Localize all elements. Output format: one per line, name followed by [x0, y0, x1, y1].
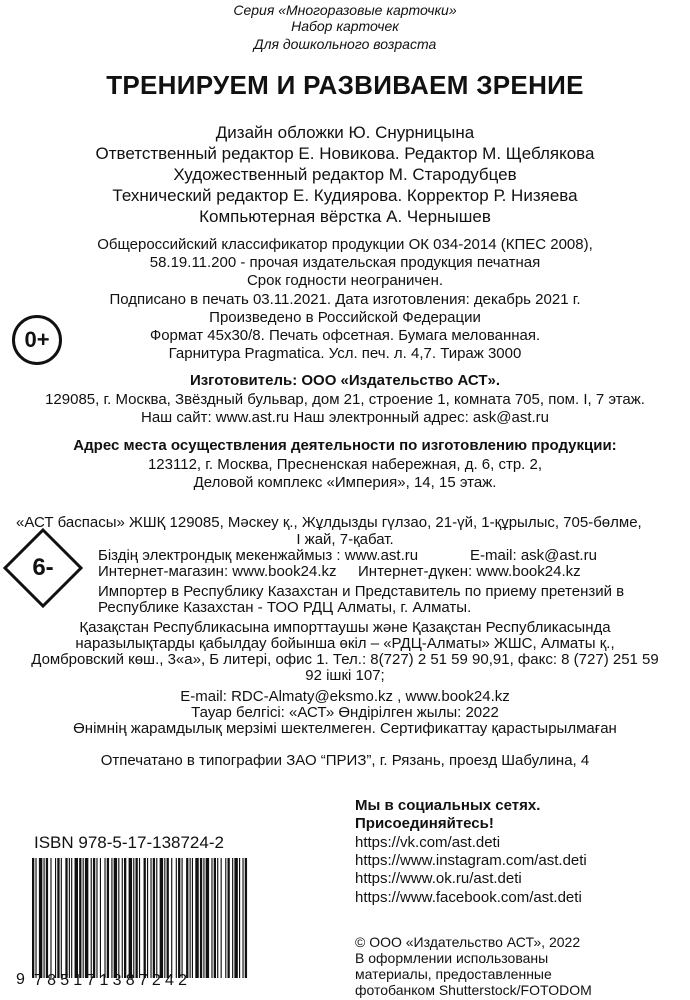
barcode-image	[30, 858, 250, 978]
barcode-bar	[195, 858, 198, 978]
classification-line1: Общероссийский классификатор продукции ОК 034-2014 (КПЕС 2008),	[97, 236, 593, 253]
kz-shop-ru: Интернет-магазин: www.book24.kz	[98, 563, 337, 580]
social-link-vk[interactable]: https://vk.com/ast.deti	[355, 834, 501, 851]
kz-age-rating-badge	[2, 527, 84, 609]
barcode-bar	[150, 858, 151, 978]
kz-email-kz: Біздің электрондық мекенжаймыз : www.ast.ru	[98, 547, 419, 564]
barcode-bar	[203, 858, 204, 978]
kz-shop-kz: Интернет-дүкен: www.book24.kz	[358, 563, 581, 580]
barcode-bar	[245, 858, 247, 978]
barcode-bar	[93, 858, 95, 978]
typeface-line: Гарнитура Pragmatica. Усл. печ. л. 4,7. Тираж 3000	[168, 345, 522, 362]
barcode-digits: 785171387242	[34, 972, 192, 989]
barcode-bar	[221, 858, 222, 978]
social-heading2: Присоединяйтесь!	[355, 815, 494, 832]
barcode-bar	[176, 858, 177, 978]
age-rating-badge: 0+	[12, 315, 62, 365]
made-in-line: Произведено в Российской Федерации	[209, 309, 481, 326]
kz-line1: «АСТ баспасы» ЖШҚ 129085, Мәскеу қ., Жұлдызды гүлзао, 21-үй, 1-құрылыс, 705-бөлме,	[16, 514, 642, 531]
barcode-bar	[239, 858, 240, 978]
barcode-bar	[111, 858, 112, 978]
social-link-instagram[interactable]: https://www.instagram.com/ast.deti	[355, 852, 587, 869]
kz-trademark: Тауар белгісі: «АСТ» Өндірілген жылы: 2022	[191, 704, 499, 721]
manufacturer-heading: Изготовитель: ООО «Издательство АСТ».	[189, 372, 501, 389]
manufacturer-address: 129085, г. Москва, Звёздный бульвар, дом 21, строение 1, комната 705, пом. I, 7 этаж.	[45, 391, 645, 408]
kz-kz4: 92 ішкі 107;	[305, 667, 385, 684]
barcode-bar	[136, 858, 138, 978]
barcode-bar	[55, 858, 56, 978]
kz-age-rating-text: 6-	[32, 554, 54, 581]
kz-kz2: наразылықтарды қабылдау бойынша өкіл – «РДЦ-Алматы» ЖШС, Алматы қ.,	[75, 635, 615, 652]
age-line: Для дошкольного возраста	[253, 36, 437, 52]
social-link-ok[interactable]: https://www.ok.ru/ast.deti	[355, 870, 522, 887]
barcode-bar	[225, 858, 226, 978]
barcode-bar	[160, 858, 163, 978]
barcode-bar	[114, 858, 117, 978]
classification-line3: Срок годности неограничен.	[246, 272, 444, 289]
copyright-line1: © ООО «Издательство АСТ», 2022	[355, 934, 581, 950]
barcode-left-digit: 9	[16, 971, 25, 988]
copyright-line4: фотобанком Shutterstock/FOTODOM	[355, 982, 592, 998]
barcode-bar	[232, 858, 233, 978]
barcode-bar	[242, 858, 243, 978]
barcode-bar	[217, 858, 218, 978]
barcode-bar	[153, 858, 155, 978]
production-line2: Деловой комплекс «Империя», 14, 15 этаж.	[193, 474, 497, 491]
barcode-bar	[178, 858, 180, 978]
barcode-bar	[156, 858, 157, 978]
series-line: Серия «Многоразовые карточки»	[233, 2, 457, 18]
printer-line: Отпечатано в типографии ЗАО “ПРИЗ”, г. Рязань, проезд Шабулина, 4	[100, 752, 590, 769]
barcode-bar	[171, 858, 172, 978]
barcode-bar	[167, 858, 169, 978]
barcode-bar	[44, 858, 45, 978]
barcode-bar	[35, 858, 36, 978]
kz-importer2: Республике Казахстан - ТОО РДЦ Алматы, г. Алматы.	[98, 599, 472, 616]
barcode-bar	[39, 858, 42, 978]
barcode-bar	[182, 858, 183, 978]
kz-kz3: Домбровский көш., 3«а», Б литері, офис 1. Тел.: 8(727) 2 51 59 90,91, факс: 8 (727) 251 59	[31, 651, 659, 668]
book-title: ТРЕНИРУЕМ И РАЗВИВАЕМ ЗРЕНИЕ	[106, 70, 584, 100]
kz-email2: E-mail: RDC-Almaty@eksmo.kz , www.book24.kz	[180, 688, 510, 705]
barcode-bar	[190, 858, 191, 978]
barcode-bar	[75, 858, 78, 978]
barcode-bar	[211, 858, 212, 978]
barcode-bar	[124, 858, 126, 978]
barcode-bar	[192, 858, 193, 978]
barcode-bar	[147, 858, 148, 978]
barcode-bar	[61, 858, 62, 978]
credit-art-editor: Художественный редактор М. Стародубцев	[173, 165, 517, 184]
barcode-bar	[32, 858, 34, 978]
production-heading: Адрес места осуществления деятельности по изготовлению продукции:	[73, 437, 617, 454]
copyright-line2: В оформлении использованы	[355, 950, 549, 966]
social-heading1: Мы в социальных сетях.	[355, 797, 541, 814]
credit-cover-design: Дизайн обложки Ю. Снурницына	[215, 123, 475, 142]
barcode-bar	[96, 858, 97, 978]
copyright-line3: материалы, предоставленные	[355, 966, 552, 982]
barcode-bar	[71, 858, 72, 978]
barcode-bar	[133, 858, 134, 978]
format-line: Формат 45x30/8. Печать офсетная. Бумага мелованная.	[149, 327, 541, 344]
barcode-bar	[104, 858, 105, 978]
classification-line2: 58.19.11.200 - прочая издательская продукция печатная	[149, 254, 541, 271]
barcode-bar	[118, 858, 119, 978]
manufacturer-site: Наш сайт: www.ast.ru Наш электронный адрес: ask@ast.ru	[141, 409, 549, 426]
barcode-bar	[144, 858, 146, 978]
kz-email: E-mail: ask@ast.ru	[470, 547, 597, 564]
barcode-bar	[139, 858, 140, 978]
barcode-bar	[85, 858, 88, 978]
barcode-bar	[164, 858, 165, 978]
kz-cert: Өнімнің жарамдылық мерзімі шектелмеген. Сертификаттау қарастырылмаған	[73, 720, 617, 737]
barcode-bar	[46, 858, 48, 978]
credit-tech-editor: Технический редактор Е. Кудиярова. Корректор Р. Низяева	[112, 186, 578, 205]
isbn-label: ISBN 978-5-17-138724-2	[34, 833, 224, 852]
kz-importer1: Импортер в Республику Казахстан и Представитель по приему претензий в	[98, 583, 625, 600]
barcode-bar	[69, 858, 70, 978]
barcode-bar	[107, 858, 109, 978]
kit-line: Набор карточек	[291, 18, 399, 34]
barcode-bar	[79, 858, 81, 978]
barcode-bar	[91, 858, 92, 978]
barcode-bar	[228, 858, 230, 978]
barcode-bar	[65, 858, 67, 978]
barcode-bar	[200, 858, 202, 978]
signed-line: Подписано в печать 03.11.2021. Дата изготовления: декабрь 2021 г.	[109, 291, 581, 308]
social-link-facebook[interactable]: https://www.facebook.com/ast.deti	[355, 889, 582, 906]
credit-editors: Ответственный редактор Е. Новикова. Редактор М. Щеблякова	[95, 144, 595, 163]
credit-layout: Компьютерная вёрстка А. Чернышев	[199, 207, 491, 226]
barcode-bar	[129, 858, 132, 978]
kz-kz1: Қазақстан Республикасына импорттаушы және Қазақстан Республикасында	[79, 619, 611, 636]
barcode-bar	[186, 858, 188, 978]
barcode-bar	[214, 858, 216, 978]
barcode-bar	[83, 858, 84, 978]
production-line1: 123112, г. Москва, Пресненская набережная, д. 6, стр. 2,	[147, 456, 543, 473]
barcode-bar	[206, 858, 209, 978]
barcode-bar	[50, 858, 51, 978]
barcode-bar	[57, 858, 59, 978]
barcode-bar	[100, 858, 101, 978]
kz-line2: I жай, 7-қабат.	[296, 531, 394, 548]
barcode-bar	[122, 858, 123, 978]
barcode-bar	[234, 858, 237, 978]
